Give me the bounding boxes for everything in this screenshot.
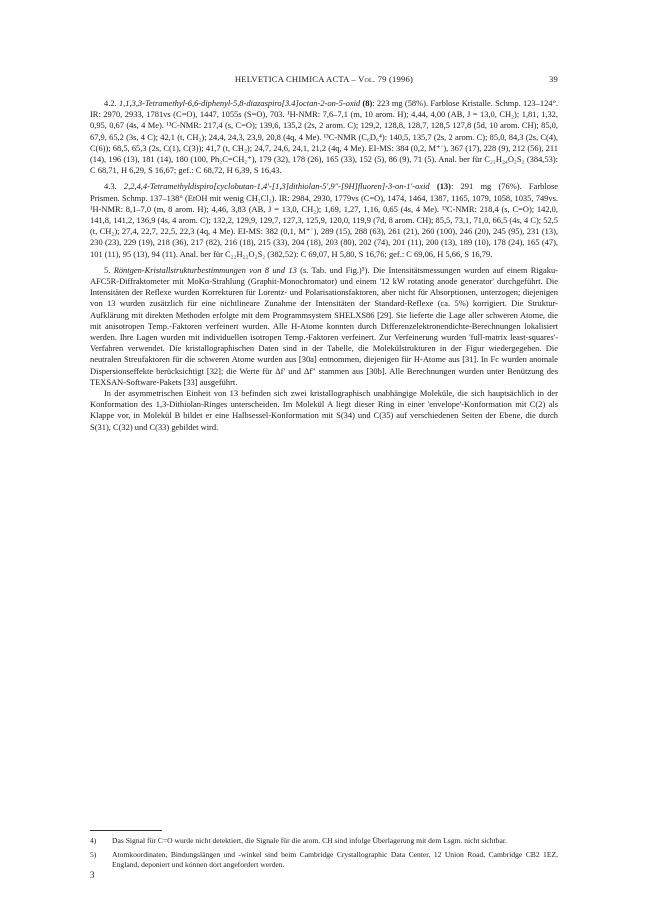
footnote-text: Das Signal für C=O wurde nicht detektiert, die Signale für die arom. CH sind infolge Überlagerung mit dem Lsgm. nicht sichtbar. bbox=[112, 836, 507, 845]
paragraph-text: : 223 mg (58%). Farblose Kristalle. Schmp. 123–124°. IR: 2970, 2933, 1781vs (C=O), 1447, 1055s (S=O), 703. ¹H-NMR: 7,6–7,1 (m, 10 arom. H); 4,44, 4,00 (AB, J = 13,0, CH₂); 1,81, 1,32, 0,95, 0,67 (4s, 4 Me). ¹³C-NMR: 217,4 (s, C=O); 139,6, 135,2 (2s, 2 arom. C); 129,2, 128,8, 128,7, 128,5 127,8 (5d, 10 arom. CH); 85,0, 67,9, 65,2 (3s, 4 C); 42,1 (t, CH₂); 24,4, 24,3, 23,9, 20,8 (4q, 4 Me). ¹³C-NMR (C₆D₆⁴): 140,5, 135,7 (2s, 2 arom. C); 85,0, 84,3 (2s, C(4), C(6)); 68,5, 65,3 (2s, C(1), C(3)); 41,7 (t, CH₂); 24,7, 24,6, 24,1, 21,2 (4q, 4 Me). EI-MS: 384 (0,2, M⁺˙), 367 (17), 228 (9), 212 (56), 211 (14), 196 (13), 181 (14), 180 (100, Ph₂C=CH₂⁺), 179 (32), 178 (26), 165 (33), 152 (5), 86 (9), 71 (5). Anal. ber für C₂₂H₂₄O₂S₂ (384,53): C 68,71, H 6,29, S 16,67; gef.: C 68,72, H 6,39, S 16,43. bbox=[90, 98, 558, 176]
paragraph-text: : 291 mg (76%). Farblose Prismen. Schmp. 137–138° (EtOH mit wenig CH₂Cl₂). IR: 2984, 2930, 1779vs (C=O), 1474, 1464, 1387, 1165, 1079, 1058, 1035, 749vs. ¹H-NMR: 8,1–7,0 (m, 8 arom. H); 4,46, 3,83 (AB, J = 13,0, CH₂); 1,69, 1,27, 1,16, 0,65 (4s, 4 Me). ¹³C-NMR: 218,4 (s, C=O); 142,0, 141,8, 141,2, 136,9 (4s, 4 arom. C); 132,2, 129,9, 129,7, 127,3, 125,9, 120,0, 119,9 (7d, 8 arom. CH); 85,5, 73,1, 71,0, 66,5 (4s, 4 C); 52,5 (t, CH₂); 27,4, 22,7, 22,5, 22,3 (4q, 4 Me). EI-MS: 382 (0,1, M⁺˙), 289 (15), 288 (63), 261 (21), 260 (100), 246 (20), 245 (95), 231 (13), 230 (23), 229 (19), 218 (36), 217 (82), 216 (18), 215 (33), 204 (18), 203 (80), 202 (74), 201 (11), 200 (13), 189 (10), 178 (24), 165 (47), 101 (11), 95 (13), 94 (11). Anal. ber für C₂₂H₂₂O₂S₂ (382,52): C 69,07, H 5,80, S 16,76; gef.: C 69,06, H 5,66, S 16,79. bbox=[90, 181, 558, 259]
footnote-text: Atomkoordinaten, Bindungslängen und -winkel sind beim Cambridge Crystallographic Data Center, 12 Union Road, Cambridge CB2 1EZ, England, deponiert und können dort angefordert werden. bbox=[112, 850, 558, 869]
section-heading: Röntgen-Kristallstrukturbestimmungen von 8 und 13 bbox=[113, 264, 297, 275]
folio-number: 3 bbox=[90, 870, 95, 880]
body-text bbox=[90, 98, 558, 438]
footnote-5 bbox=[90, 850, 558, 870]
footnote-mark: 4) bbox=[90, 836, 97, 845]
page-number: 39 bbox=[549, 74, 558, 84]
footnote-mark: 5) bbox=[90, 850, 97, 859]
paragraph-5 bbox=[90, 265, 558, 388]
section-number: 4.3. bbox=[104, 181, 117, 192]
compound-label: (13) bbox=[436, 181, 451, 192]
paragraph-4-2 bbox=[90, 98, 558, 176]
compound-name: 2,2,4,4-Tetramethyldispiro[cyclobutan-1,4′-[1,3]dithiolan-5′,9″-[9H]fluoren]-3-on-1′-oxid bbox=[123, 181, 430, 192]
paragraph-text: (s. Tab. und Fig.)⁵). Die Intensitätsmessungen wurden auf einem Rigaku-AFC5R-Diffraktometer mit MoKα-Strahlung (Graphit-Monochromator) und einem '12 kW rotating anode generator' durchgeführt. Die Intensitäten der Reflexe wurden Korrekturen für Lorentz- und Polarisationsfaktoren, aber nicht für Absorptionen, unterzogen; diejenigen von 13 wurden zusätzlich für eine nichtlineare Zunahme der Intensitäten der Standard-Reflexe (ca. 5%) korrigiert. Die Struktur-Aufklärung mit direkten Methoden erfolgte mit dem Programmsystem SHELXS86 [29]. Sie lieferte die Lage aller schweren Atome, die mit anisotropen Temp.-Faktoren verfeinert wurden. Alle H-Atome konnten durch Differenzelektronendichte-Berechnungen lokalisiert werden. Ihre Lagen wurden mit individuellen isotropen Temp.-Faktoren verfeinert. Zur Verfeinerung wurden 'full-matrix least-squares'-Verfahren verwendet. Die kristallographischen Daten sind in der Tabelle, die Molekülstrukturen in der Figur wiedergegeben. Die neutralen Streufaktoren für die schweren Atome wurden aus [30a] entnommen, diejenigen für H-Atome aus [31]. In Fc wurden anomale Dispersionseffekte berücksichtigt [32]; die Werte für Δf′ und Δf″ stammen aus [30b]. Alle Berechnungen wurden unter Benützung des TEXSAN-Software-Pakets [33] ausgeführt. bbox=[90, 264, 558, 387]
journal-title: HELVETICA CHIMICA ACTA – Vol. 79 (1996) bbox=[234, 74, 414, 84]
footnote-rule bbox=[90, 830, 162, 831]
footnote-4 bbox=[90, 836, 558, 846]
section-number: 4.2. bbox=[104, 98, 117, 108]
section-number: 5. bbox=[104, 264, 111, 275]
paragraph-4-3 bbox=[90, 181, 558, 259]
compound-label: (8) bbox=[362, 98, 373, 108]
compound-name: 1,1,3,3-Tetramethyl-6,6-diphenyl-5,8-diazaspiro[3.4]octan-2-on-5-oxid bbox=[118, 98, 361, 108]
footnotes bbox=[90, 836, 558, 874]
paragraph-asymmetric-unit bbox=[90, 388, 558, 433]
running-header bbox=[90, 74, 558, 88]
paragraph-text: In der asymmetrischen Einheit von 13 befinden sich zwei kristallographisch unabhängige Moleküle, die sich hauptsächlich in der Konformation des 1,3-Dithiolan-Ringes unterscheiden. Im Molekül A liegt dieser Ring in einer 'envelope'-Konformation mit C(2) als Klappe vor, in Molekül B bildet er eine Halbsessel-Konformation mit S(34) und C(35) auf verschiedenen Seiten der Ebene, die durch S(31), C(32) und C(33) gebildet wird. bbox=[90, 388, 558, 432]
